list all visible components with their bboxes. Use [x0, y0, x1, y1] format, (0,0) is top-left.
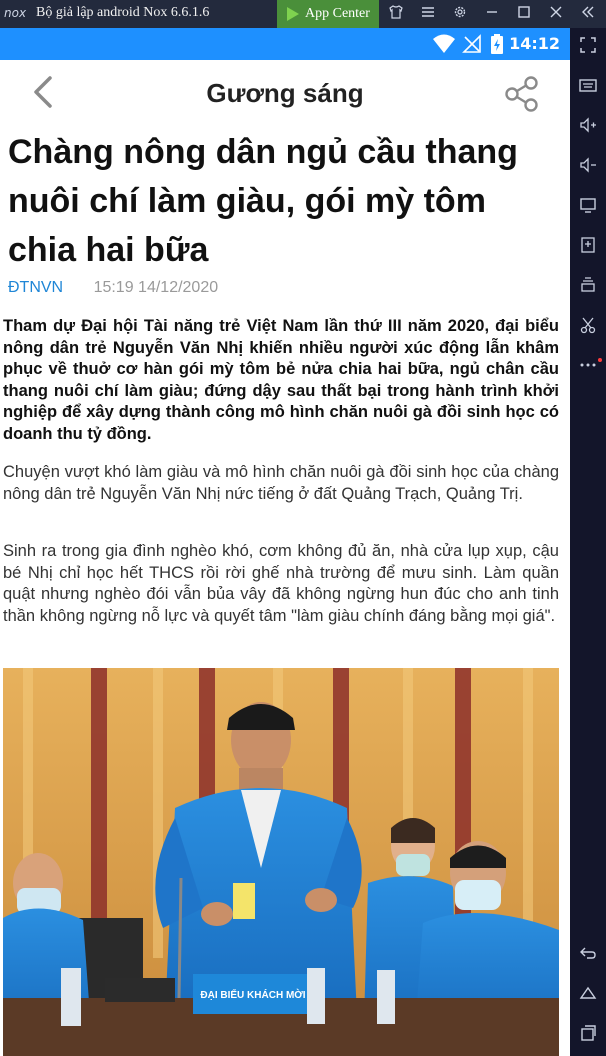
play-store-icon — [287, 7, 299, 21]
nox-logo: nox — [4, 6, 27, 20]
screen-icon[interactable] — [576, 196, 600, 220]
article-meta — [8, 279, 218, 297]
back-icon[interactable] — [576, 944, 600, 968]
article-datetime: 15:19 14/12/2020 — [93, 279, 219, 296]
battery-icon — [490, 34, 504, 59]
android-status-bar — [0, 28, 570, 60]
menu-icon[interactable] — [418, 4, 438, 24]
scissors-icon[interactable] — [576, 316, 600, 340]
article-paragraph: Sinh ra trong gia đình nghèo khó, cơm không đủ ăn, nhà cửa lụp xụp, cậu bé Nhị chỉ học hết THCS rồi rời ghế nhà trường để mưu sinh. Làm quần quật nhưng nghèo đói vẫn bủa vây đã không ngừng hun đúc cho anh tinh thần không ngừng nỗ lực và quyết tâm "làm giàu chính đáng bằng mọi giá". — [3, 542, 559, 625]
app-bar — [0, 60, 570, 126]
wifi-icon — [432, 34, 456, 59]
emulator-title-bar — [0, 0, 606, 28]
article-photo[interactable] — [3, 668, 559, 1056]
close-icon[interactable] — [546, 4, 566, 24]
home-icon[interactable] — [576, 984, 600, 1008]
share-icon — [502, 74, 542, 114]
shirt-icon[interactable] — [386, 4, 406, 24]
maximize-icon[interactable] — [514, 4, 534, 24]
app-center-button[interactable] — [277, 0, 379, 28]
volume-down-icon[interactable] — [576, 156, 600, 180]
article-paragraph: Chuyện vượt khó làm giàu và mô hình chăn nuôi gà đồi sinh học của chàng nông dân trẻ Nguyễn Văn Nhị nức tiếng ở đất Quảng Trạch, Quảng Trị. — [3, 463, 559, 503]
article-source[interactable]: ĐTNVN — [8, 279, 64, 296]
recents-icon[interactable] — [576, 1024, 600, 1048]
notification-dot — [598, 358, 602, 362]
gear-icon[interactable] — [450, 4, 470, 24]
article-lead: Tham dự Đại hội Tài năng trẻ Việt Nam lần thứ III năm 2020, đại biểu nông dân trẻ Nguyễn Văn Nhị khiến nhiều người xúc động lẫn khâm phục về thuở cơ hàn gói mỳ tôm bẻ nửa chia hai bữa, ngủ chân cầu thang nuôi chí làm giàu; đứng dậy sau thất bại trong hành trình khởi nghiệp để xây dựng thành công mô hình chăn nuôi gà đồi sinh học có doanh thu tỷ đồng. — [3, 317, 559, 443]
stack-icon[interactable] — [576, 276, 600, 300]
news-app — [0, 60, 570, 1056]
article-headline: Chàng nông dân ngủ cầu thang nuôi chí làm giàu, gói mỳ tôm chia hai bữa — [8, 133, 518, 269]
fullscreen-icon[interactable] — [576, 36, 600, 60]
placard-text: ĐẠI BIỂU KHÁCH MỜI — [200, 990, 306, 1001]
collapse-icon[interactable] — [578, 4, 598, 24]
emulator-sidebar — [570, 28, 606, 1056]
share-button[interactable] — [502, 74, 542, 114]
more-icon[interactable] — [576, 356, 600, 380]
app-center-label: App Center — [305, 6, 370, 21]
no-signal-icon — [462, 34, 482, 59]
minimize-icon[interactable] — [482, 4, 502, 24]
section-title: Gương sáng — [206, 78, 364, 108]
keyboard-icon[interactable] — [576, 76, 600, 100]
apk-icon[interactable] — [576, 236, 600, 260]
volume-up-icon[interactable] — [576, 116, 600, 140]
status-time: 14:12 — [509, 34, 560, 53]
window-title: Bộ giả lập android Nox 6.6.1.6 — [36, 5, 210, 20]
